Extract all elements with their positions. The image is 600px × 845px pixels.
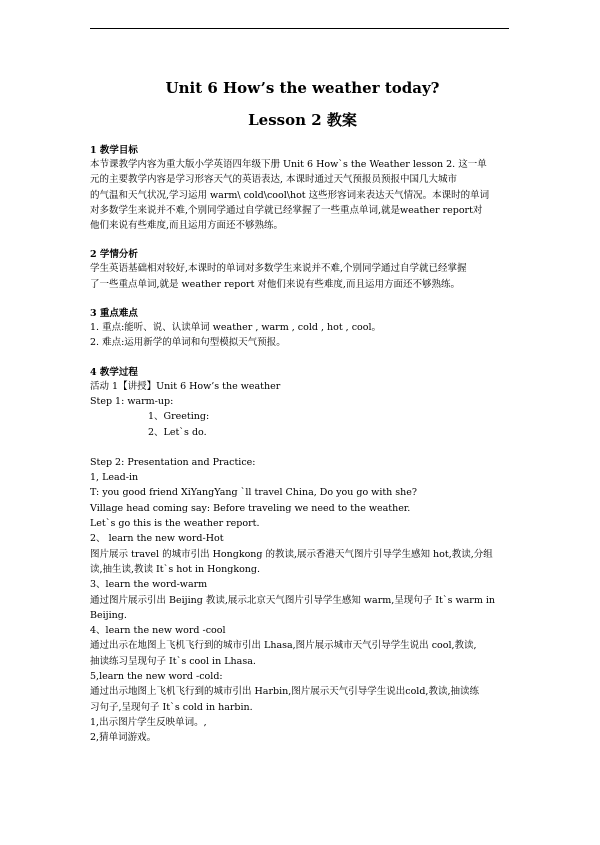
document-body (90, 78, 515, 746)
paragraph-line: 2、 learn the new word-Hot (90, 533, 224, 545)
paragraph-line: 习句子,呈现句子 It`s cold in harbin. (90, 701, 253, 713)
paragraph-line: 他们来说有些难度,而且运用方面还不够熟练。 (90, 220, 284, 232)
paragraph-line: 1,出示图片学生反映单词。, (90, 716, 207, 728)
section-teaching-process (90, 366, 515, 746)
section-heading: 1 教学目标 (90, 145, 138, 156)
list-item: 1、Greeting: (148, 411, 210, 423)
paragraph-line: 4、learn the new word -cool (90, 625, 226, 637)
paragraph-line: Beijing. (90, 609, 127, 621)
paragraph-line: 通过出示地图上飞机飞行到的城市引出 Harbin,图片展示天气引导学生说出cold,教读,抽读练 (90, 686, 479, 698)
list-item: 1. 重点:能听、说、认读单词 weather , warm , cold , hot , cool。 (90, 322, 382, 334)
paragraph-line: 读,抽生读,教读 It`s hot in Hongkong. (90, 563, 261, 575)
paragraph-line: 通过出示在地图上飞机飞行到的城市引出 Lhasa,图片展示城市天气引导学生说出 cool,教读, (90, 640, 477, 652)
paragraph-line: 了一些重点单词,就是 weather report 对他们来说有些难度,而且运用方面还不够熟练。 (90, 278, 460, 290)
paragraph-line: T: you good friend XiYangYang `ll travel China, Do you go with she? (90, 487, 418, 499)
document-subtitle: Lesson 2 教案 (248, 111, 357, 129)
section-heading: 3 重点难点 (90, 308, 138, 320)
paragraph-line: 5,learn the new word -cold: (90, 671, 223, 683)
paragraph-line: Let`s go this is the weather report. (90, 518, 260, 530)
paragraph-line: Step 1: warm-up: (90, 395, 174, 407)
paragraph-line: 抽读练习呈现句子 It`s cool in Lhasa. (90, 655, 256, 667)
paragraph-line: 对多数学生来说并不难,个别同学通过自学就已经掌握了一些重点单词,就是weather report对 (90, 204, 483, 216)
paragraph-line: Step 2: Presentation and Practice: (90, 456, 256, 468)
paragraph-line: 2,猜单词游戏。 (90, 732, 157, 744)
section-objectives (90, 144, 515, 233)
section-key-points (90, 307, 515, 351)
list-item: 2. 难点:运用新学的单词和句型模拟天气预报。 (90, 337, 286, 349)
section-learner-analysis (90, 248, 515, 292)
paragraph-line: 元的主要教学内容是学习形容天气的英语表达, 本课时通过天气预报员预报中国几大城市 (90, 174, 458, 186)
paragraph-line: 本节课教学内容为重大版小学英语四年级下册 Unit 6 How`s the Weather lesson 2. 这一单 (90, 159, 487, 170)
list-item: 2、Let`s do. (148, 426, 207, 438)
section-heading: 2 学情分析 (90, 249, 138, 261)
paragraph-line: 通过图片展示引出 Beijing 教读,展示北京天气图片引导学生感知 warm,呈现句子 It`s warm in (90, 594, 496, 606)
paragraph-line: 1, Lead-in (90, 472, 139, 484)
paragraph-line: 3、learn the word-warm (90, 579, 208, 591)
paragraph-line: 图片展示 travel 的城市引出 Hongkong 的教读,展示香港天气图片引导学生感知 hot,教读,分组 (90, 548, 493, 560)
document-title: Unit 6 How’s the weather today? (165, 79, 440, 97)
paragraph-line: 的气温和天气状况,学习运用 warm\ cold\cool\hot 这些形容词来表达天气情况。本课时的单词 (90, 189, 490, 201)
paragraph-line: Village head coming say: Before traveling we need to the weather. (90, 502, 411, 514)
paragraph-line: 学生英语基础相对较好,本课时的单词对多数学生来说并不难,个别同学通过自学就已经掌握 (90, 263, 467, 275)
header-rule (90, 28, 509, 29)
section-heading: 4 教学过程 (90, 366, 138, 378)
paragraph-line: 活动 1【讲授】Unit 6 How’s the weather (90, 380, 281, 392)
